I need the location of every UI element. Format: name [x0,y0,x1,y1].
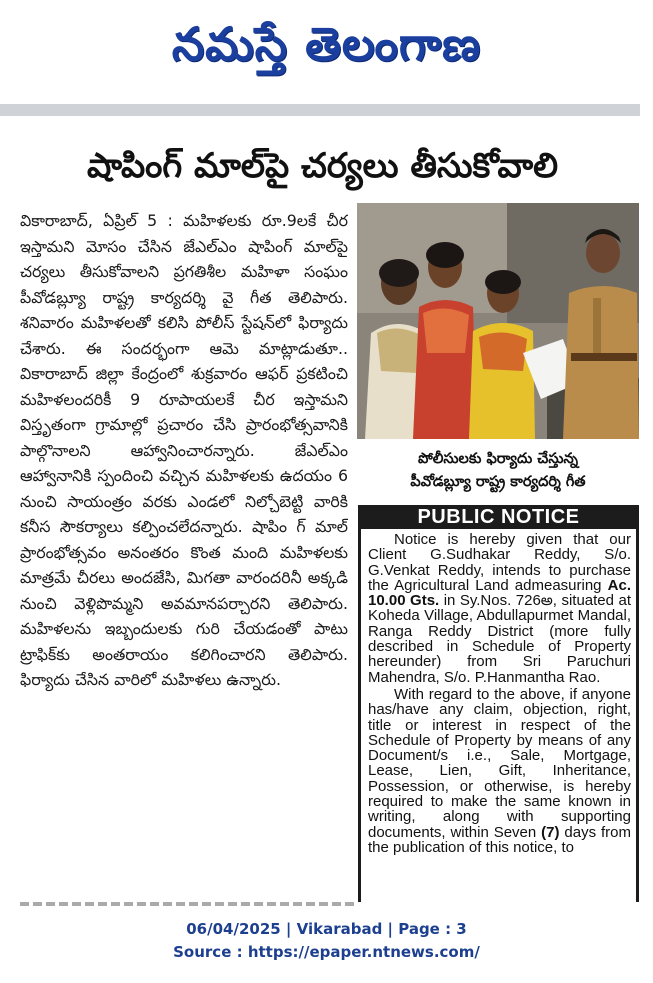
article-column [20,208,348,878]
masthead-divider [0,104,640,116]
article-headline: షాపింగ్ మాల్‌పై చర్యలు తీసుకోవాలి [86,146,559,186]
notice-paragraph-1 [368,532,631,685]
caption-line-1: పోలీసులకు ఫిర్యాదు చేస్తున్న [417,451,579,467]
notice-p1-text: Notice is hereby given that our Client G.Sudhakar Reddy, S/o. G.Venkat Reddy, intends to purchase the Agricultural Land admeasuring [368,531,631,594]
notice-p1-text-cont: in Sy.Nos. 726అ, situated at Koheda Village, Abdullapurmet Mandal, Ranga Reddy District (more fully described in Schedule of Property hereunder) from Sri Paruchuri Mahendra, S/o. P.Hanmantha Rao. [368,592,631,686]
notice-days-count: (7) [541,823,560,841]
page-footer [0,918,653,968]
masthead [0,0,653,100]
notice-land-extent: Ac. 10.00 Gts. [368,576,631,610]
notice-paragraph-2 [368,687,631,855]
caption-line-2: పీవోడబ్ల్యూ రాష్ట్ర కార్యదర్శి గీత [410,474,586,490]
public-notice-box [358,505,639,902]
public-notice-title: PUBLIC NOTICE [358,505,639,529]
news-photo [357,203,639,439]
cut-line [20,902,355,906]
notice-p2-text: With regard to the above, if anyone has/have any claim, objection, right, title or interest in respect of the Schedule of Property by means of any Document/s i.e., Sale, Mortgage, Lease, Lien, Gift, Inheritance, Possession, or otherwise, is hereby required to make the same known in writing, along with supporting documents, within Seven [368,685,631,841]
footer-source-link[interactable]: Source : https://epaper.ntnews.com/ [173,943,480,961]
photo-illustration [357,203,639,439]
newspaper-logo: నమస్తే తెలంగాణ [171,17,482,71]
article-body: వికారాబాద్, ఏప్రిల్ 5 : మహిళలకు రూ.9లకే చీర ఇస్తామని మోసం చేసిన జేఎల్ఎం షాపింగ్ మాల్‌పై చర్యలు తీసుకోవాలని ప్రగతిశీల మహిళా సంఘం పీవోడబ్ల్యూ రాష్ట్ర కార్యదర్శి వై గీత తెలిపారు. శనివారం మహిళలతో కలిసి పోలీస్ స్టేషన్‌లో ఫిర్యాదు చేశారు. ఈ సందర్భంగా ఆమె మాట్లాడుతూ.. వికారాబాద్ జిల్లా కేంద్రంలో శుక్రవారం ఆఫర్ ప్రకటించి మహిళలందరికీ 9 రూపాయలకే చీర ఇస్తామని విస్తృతంగా గ్రామాల్లో ప్రచారం చేసి ప్రారంభోత్సవానికి పాల్గొనాలని ఆహ్వానించారన్నారు. జేఎల్ఎం ఆహ్వానానికి స్పందించి వచ్చిన మహిళలకు ఉదయం 6 నుంచి సాయంత్రం వరకు ఎండలో నిల్చోబెట్టి వారికి కనీస సౌకర్యాలు కల్పించలేదన్నారు. షాపిం గ్ మాల్ ప్రారంభోత్సవం అనంతరం కొంత మంది మహిళలకు మాత్రమే చీరలు అందజేసి, మిగతా వారందరినీ అక్కడి నుంచి వెళ్లిపొమ్మని అవమానపర్చారని తెలిపారు. మహిళలను ఇబ్బందులకు గురి చేయడంతో పాటు ట్రాఫిక్‌కు అంతరాయం కలిగించారని తెలిపారు. ఫిర్యాదు చేసిన వారిలో మహిళలు ఉన్నారు. [20,211,348,689]
public-notice-frame [358,529,639,902]
footer-date-edition: 06/04/2025 | Vikarabad | Page : 3 [186,920,467,938]
photo-caption [357,448,639,500]
notice-p2-text-cont: days from the publication of this notice, to [368,823,631,856]
